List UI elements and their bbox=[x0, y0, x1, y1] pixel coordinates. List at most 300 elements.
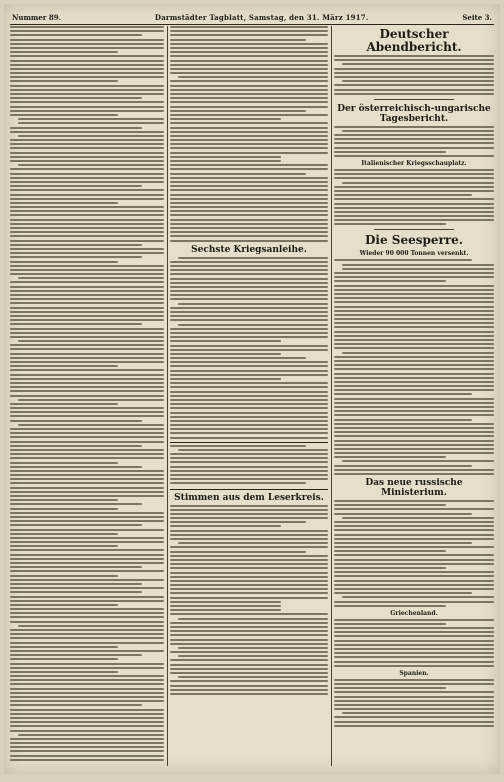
text-line bbox=[170, 386, 328, 388]
text-line bbox=[170, 365, 328, 367]
text-line bbox=[10, 127, 142, 129]
text-line bbox=[334, 55, 494, 57]
text-line bbox=[170, 391, 328, 393]
text-line bbox=[334, 280, 446, 282]
text-line bbox=[10, 390, 164, 392]
text-line bbox=[178, 542, 328, 544]
text-line bbox=[10, 110, 164, 112]
text-line bbox=[334, 410, 494, 412]
text-line bbox=[10, 642, 164, 644]
text-line bbox=[170, 505, 328, 507]
text-line bbox=[10, 143, 164, 145]
text-line bbox=[10, 223, 164, 225]
text-line bbox=[170, 328, 328, 330]
text-line bbox=[10, 227, 164, 229]
text-line bbox=[170, 567, 328, 569]
text-line bbox=[334, 563, 494, 565]
text-line bbox=[334, 696, 494, 698]
text-line bbox=[334, 289, 494, 291]
bordered-notice bbox=[170, 442, 328, 490]
text-line bbox=[334, 297, 494, 299]
text-line bbox=[10, 570, 164, 572]
text-line bbox=[170, 168, 328, 170]
text-line bbox=[10, 332, 164, 334]
text-line bbox=[10, 746, 164, 748]
text-line bbox=[334, 542, 472, 544]
text-line bbox=[18, 135, 164, 137]
text-line bbox=[342, 182, 494, 184]
text-line bbox=[170, 424, 328, 426]
text-line bbox=[334, 276, 494, 278]
text-line bbox=[10, 562, 164, 564]
text-line bbox=[334, 177, 494, 179]
text-line bbox=[334, 683, 494, 685]
text-line bbox=[10, 51, 118, 53]
text-line bbox=[170, 298, 328, 300]
text-line bbox=[10, 323, 142, 325]
text-line bbox=[334, 310, 494, 312]
text-line bbox=[18, 340, 164, 342]
text-line bbox=[10, 520, 164, 522]
text-line bbox=[10, 453, 164, 455]
text-line bbox=[334, 419, 472, 421]
text-line bbox=[334, 414, 494, 416]
text-line bbox=[170, 290, 328, 292]
text-line bbox=[10, 441, 164, 443]
text-line bbox=[334, 508, 494, 510]
text-line bbox=[334, 72, 494, 74]
text-line bbox=[10, 616, 164, 618]
text-line bbox=[10, 302, 164, 304]
page-number: Seite 3. bbox=[462, 13, 492, 22]
text-line bbox=[170, 580, 328, 582]
text-line bbox=[10, 704, 142, 706]
text-line bbox=[10, 721, 164, 723]
text-line bbox=[334, 173, 494, 175]
text-line bbox=[334, 59, 494, 61]
text-line bbox=[10, 168, 164, 170]
text-line bbox=[178, 76, 328, 78]
text-line bbox=[10, 583, 142, 585]
text-line bbox=[170, 680, 328, 682]
text-line bbox=[10, 738, 164, 740]
text-line bbox=[170, 152, 328, 154]
text-line bbox=[170, 353, 281, 355]
text-line bbox=[10, 235, 164, 237]
text-line bbox=[170, 432, 328, 434]
text-line bbox=[170, 139, 328, 141]
text-line bbox=[334, 285, 494, 287]
text-line bbox=[10, 298, 164, 300]
text-line bbox=[10, 411, 164, 413]
text-line bbox=[342, 460, 494, 462]
text-line bbox=[170, 30, 328, 32]
text-line bbox=[334, 219, 494, 221]
text-line bbox=[170, 106, 328, 108]
text-line bbox=[334, 687, 446, 689]
text-line bbox=[170, 39, 306, 41]
text-line bbox=[10, 495, 164, 497]
text-line bbox=[334, 223, 446, 225]
text-line bbox=[10, 566, 142, 568]
text-line bbox=[10, 114, 118, 116]
text-line bbox=[170, 227, 328, 229]
text-line bbox=[334, 640, 494, 642]
column-rule bbox=[331, 26, 332, 766]
text-line bbox=[170, 534, 328, 536]
text-line bbox=[18, 424, 164, 426]
text-line bbox=[10, 596, 164, 598]
text-line bbox=[334, 661, 494, 663]
text-line bbox=[170, 693, 328, 695]
text-line bbox=[334, 190, 494, 192]
section-subheading: Italienischer Kriegsschauplatz. bbox=[361, 160, 467, 167]
section-heading: Der österreichisch-ungarische Tagesbericht. bbox=[337, 103, 491, 124]
text-line bbox=[170, 407, 328, 409]
text-line bbox=[170, 273, 328, 275]
text-line bbox=[334, 147, 494, 149]
text-line bbox=[10, 177, 164, 179]
text-line bbox=[334, 398, 494, 400]
text-line bbox=[170, 643, 328, 645]
text-line bbox=[10, 97, 142, 99]
text-line bbox=[170, 478, 328, 480]
text-line bbox=[10, 713, 164, 715]
text-line bbox=[10, 650, 164, 652]
text-line bbox=[334, 89, 494, 91]
text-line bbox=[334, 215, 494, 217]
text-line bbox=[170, 412, 328, 414]
text-line bbox=[10, 72, 164, 74]
text-line bbox=[178, 257, 328, 259]
text-line bbox=[170, 114, 328, 116]
text-line bbox=[10, 294, 164, 296]
text-line bbox=[10, 202, 118, 204]
text-line bbox=[10, 725, 164, 727]
text-line bbox=[334, 700, 494, 702]
text-line bbox=[334, 207, 494, 209]
text-line bbox=[10, 47, 164, 49]
text-line bbox=[10, 482, 164, 484]
text-line bbox=[170, 382, 328, 384]
text-line bbox=[170, 403, 328, 405]
text-line bbox=[170, 349, 328, 351]
text-line bbox=[170, 357, 306, 359]
text-line bbox=[170, 261, 328, 263]
text-line bbox=[170, 286, 328, 288]
text-line bbox=[334, 76, 494, 78]
text-line bbox=[10, 420, 142, 422]
text-line bbox=[170, 685, 328, 687]
text-line bbox=[170, 517, 328, 519]
text-line bbox=[334, 194, 472, 196]
text-line bbox=[342, 712, 494, 714]
text-line bbox=[170, 482, 306, 484]
section-subheading: Wieder 90 000 Tonnen versenkt. bbox=[359, 250, 469, 258]
text-line bbox=[334, 635, 494, 637]
text-line bbox=[170, 634, 328, 636]
text-line bbox=[334, 567, 446, 569]
text-line bbox=[334, 93, 494, 95]
text-line bbox=[170, 315, 328, 317]
text-line bbox=[10, 344, 164, 346]
text-line bbox=[334, 339, 494, 341]
text-line bbox=[18, 734, 164, 736]
text-line bbox=[178, 324, 328, 326]
text-line bbox=[170, 576, 328, 578]
text-line bbox=[10, 252, 164, 254]
text-line bbox=[10, 189, 164, 191]
text-line bbox=[18, 277, 164, 279]
text-line bbox=[10, 210, 164, 212]
text-line bbox=[10, 286, 164, 288]
divider bbox=[374, 99, 454, 100]
text-line bbox=[170, 374, 328, 376]
text-line bbox=[178, 676, 328, 678]
text-line bbox=[170, 461, 328, 463]
text-line bbox=[170, 546, 328, 548]
text-line bbox=[10, 587, 164, 589]
text-line bbox=[10, 575, 118, 577]
text-line bbox=[10, 395, 164, 397]
text-line bbox=[334, 306, 494, 308]
text-line bbox=[170, 55, 328, 57]
text-line bbox=[170, 181, 328, 183]
text-line bbox=[334, 708, 494, 710]
text-line bbox=[170, 80, 328, 82]
text-line bbox=[170, 60, 328, 62]
text-line bbox=[10, 374, 164, 376]
text-line bbox=[170, 588, 328, 590]
text-line bbox=[334, 444, 494, 446]
text-line bbox=[170, 319, 328, 321]
text-line bbox=[170, 118, 281, 120]
text-line bbox=[10, 76, 164, 78]
text-line bbox=[10, 415, 164, 417]
text-line bbox=[10, 244, 142, 246]
text-line bbox=[10, 742, 164, 744]
text-line bbox=[170, 278, 328, 280]
text-line bbox=[170, 89, 328, 91]
text-line bbox=[170, 563, 328, 565]
text-line bbox=[10, 365, 118, 367]
text-line bbox=[342, 130, 494, 132]
text-line bbox=[10, 382, 164, 384]
text-line bbox=[170, 214, 328, 216]
text-line bbox=[10, 80, 118, 82]
body-text-block bbox=[334, 55, 494, 95]
text-line bbox=[10, 487, 164, 489]
text-line bbox=[10, 265, 164, 267]
text-line bbox=[10, 600, 164, 602]
text-line bbox=[170, 332, 328, 334]
body-text-block bbox=[170, 26, 328, 242]
text-line bbox=[10, 273, 164, 275]
text-line bbox=[10, 700, 164, 702]
text-line bbox=[10, 675, 164, 677]
text-line bbox=[170, 143, 328, 145]
text-line bbox=[170, 592, 328, 594]
text-line bbox=[170, 206, 328, 208]
text-line bbox=[334, 402, 494, 404]
text-line bbox=[170, 122, 328, 124]
text-line bbox=[10, 348, 164, 350]
text-line bbox=[10, 256, 142, 258]
text-line bbox=[10, 85, 164, 87]
text-line bbox=[334, 272, 494, 274]
text-line bbox=[170, 265, 328, 267]
text-line bbox=[334, 513, 472, 515]
text-line bbox=[10, 621, 164, 623]
text-line bbox=[170, 72, 328, 74]
text-line bbox=[334, 211, 494, 213]
text-line bbox=[170, 601, 281, 603]
text-line bbox=[10, 608, 164, 610]
text-line bbox=[10, 755, 164, 757]
text-line bbox=[334, 584, 494, 586]
text-line bbox=[10, 315, 164, 317]
text-line bbox=[10, 152, 164, 154]
text-line bbox=[10, 89, 164, 91]
text-line bbox=[10, 658, 118, 660]
body-text-block bbox=[334, 500, 494, 607]
text-line bbox=[10, 445, 142, 447]
text-line bbox=[334, 385, 494, 387]
text-line bbox=[10, 554, 164, 556]
text-line bbox=[334, 142, 494, 144]
text-line bbox=[10, 428, 164, 430]
text-line bbox=[170, 240, 328, 242]
text-line bbox=[170, 525, 281, 527]
text-line bbox=[170, 416, 328, 418]
text-line bbox=[10, 361, 164, 363]
text-line bbox=[334, 648, 494, 650]
text-line bbox=[170, 47, 328, 49]
text-line bbox=[18, 122, 164, 124]
text-line bbox=[170, 177, 328, 179]
text-line bbox=[334, 169, 494, 171]
text-line bbox=[178, 449, 328, 451]
text-line bbox=[10, 93, 164, 95]
text-line bbox=[170, 210, 328, 212]
issue-number: Nummer 89. bbox=[12, 13, 62, 22]
text-line bbox=[10, 688, 164, 690]
text-line bbox=[170, 223, 328, 225]
text-line bbox=[334, 452, 494, 454]
text-line bbox=[170, 93, 328, 95]
text-line bbox=[10, 319, 164, 321]
text-line bbox=[334, 656, 494, 658]
text-line bbox=[170, 428, 328, 430]
section-heading: Das neue russische Ministerium. bbox=[365, 478, 463, 498]
text-line bbox=[10, 730, 164, 732]
text-line bbox=[170, 189, 328, 191]
text-line bbox=[10, 357, 164, 359]
text-line bbox=[334, 473, 494, 475]
text-line bbox=[10, 604, 118, 606]
text-line bbox=[170, 97, 328, 99]
text-line bbox=[334, 381, 494, 383]
text-line bbox=[10, 612, 164, 614]
text-line bbox=[10, 654, 142, 656]
text-line bbox=[170, 68, 328, 70]
text-line bbox=[170, 651, 328, 653]
text-line bbox=[334, 691, 494, 693]
text-line bbox=[170, 164, 328, 166]
text-line bbox=[10, 537, 164, 539]
text-line bbox=[334, 504, 446, 506]
column-left bbox=[10, 26, 164, 768]
text-line bbox=[334, 186, 494, 188]
text-line bbox=[334, 326, 494, 328]
text-line bbox=[334, 525, 494, 527]
text-line bbox=[18, 625, 164, 627]
text-line bbox=[170, 622, 328, 624]
text-line bbox=[334, 343, 494, 345]
text-line bbox=[10, 478, 164, 480]
text-line bbox=[170, 630, 328, 632]
text-line bbox=[10, 646, 118, 648]
text-line bbox=[170, 135, 328, 137]
text-line bbox=[170, 466, 328, 468]
text-line bbox=[334, 377, 494, 379]
text-line bbox=[178, 647, 328, 649]
text-line bbox=[10, 55, 164, 57]
paper-title: Darmstädter Tagblatt, Samstag, den 31. März 1917. bbox=[154, 13, 369, 22]
text-line bbox=[334, 627, 494, 629]
text-line bbox=[10, 261, 118, 263]
text-line bbox=[10, 717, 164, 719]
text-line bbox=[170, 282, 328, 284]
text-line bbox=[334, 155, 494, 157]
text-line bbox=[10, 759, 164, 761]
text-line bbox=[334, 592, 472, 594]
text-line bbox=[10, 386, 164, 388]
text-line bbox=[10, 101, 164, 103]
text-line bbox=[10, 692, 164, 694]
text-line bbox=[10, 403, 118, 405]
body-text-block bbox=[334, 679, 494, 727]
text-line bbox=[170, 147, 328, 149]
text-line bbox=[10, 558, 164, 560]
text-line bbox=[10, 629, 164, 631]
text-line bbox=[170, 64, 328, 66]
text-line bbox=[18, 399, 164, 401]
text-line bbox=[170, 235, 328, 237]
text-line bbox=[170, 26, 328, 28]
text-line bbox=[10, 39, 164, 41]
text-line bbox=[178, 303, 328, 305]
text-line bbox=[170, 689, 328, 691]
text-line bbox=[334, 580, 494, 582]
text-line bbox=[334, 68, 494, 70]
text-line bbox=[10, 290, 164, 292]
text-line bbox=[10, 353, 164, 355]
text-line bbox=[10, 529, 164, 531]
text-line bbox=[10, 663, 164, 665]
text-line bbox=[170, 378, 281, 380]
text-line bbox=[170, 336, 328, 338]
text-line bbox=[334, 322, 494, 324]
text-line bbox=[10, 709, 164, 711]
text-line bbox=[10, 206, 164, 208]
text-line bbox=[10, 378, 164, 380]
text-line bbox=[334, 716, 494, 718]
text-line bbox=[18, 118, 164, 120]
text-line bbox=[10, 470, 164, 472]
text-line bbox=[334, 529, 494, 531]
text-line bbox=[334, 554, 494, 556]
